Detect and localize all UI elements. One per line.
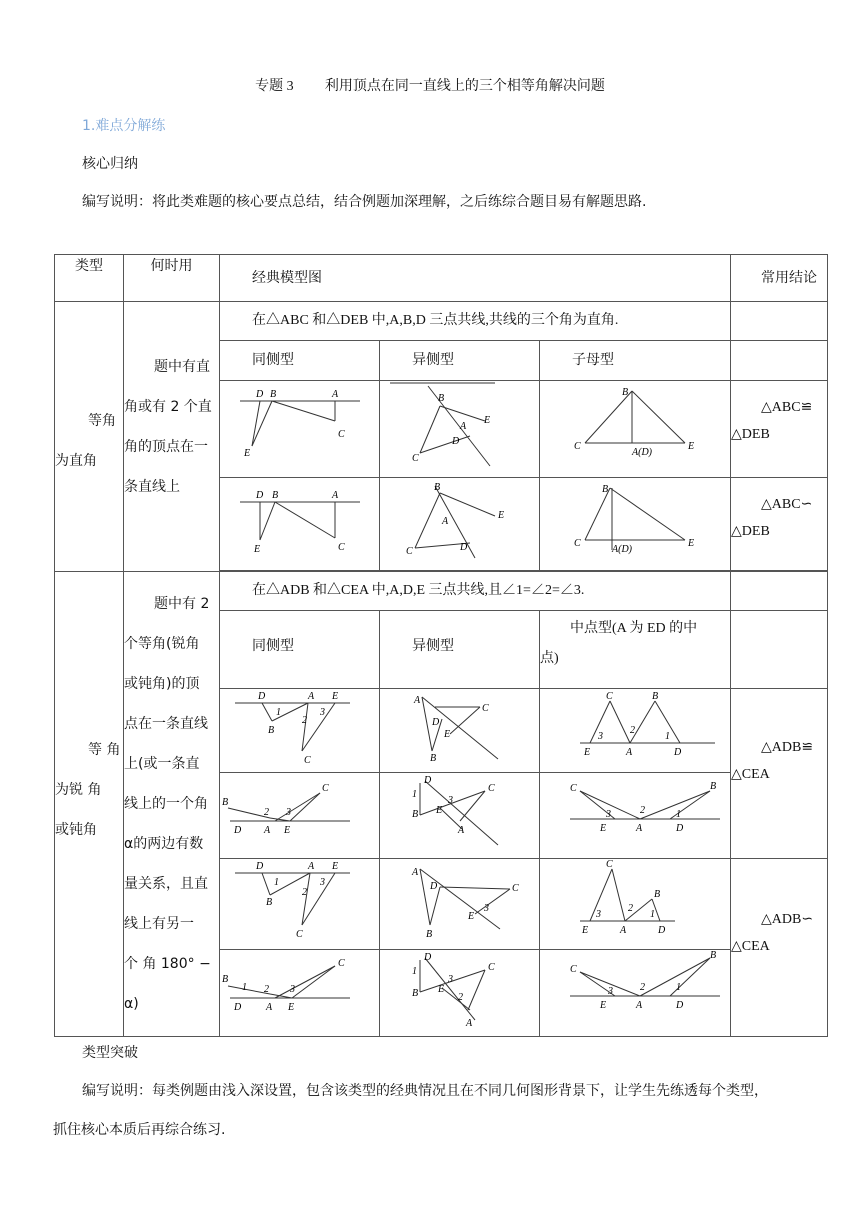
svg-text:E: E xyxy=(600,1000,607,1011)
svg-text:C: C xyxy=(338,429,345,440)
svg-text:1: 1 xyxy=(242,982,247,993)
g2-subtype-midpoint: 中点型(A 为 ED 的中 点) xyxy=(540,611,731,689)
svg-text:B: B xyxy=(222,797,229,808)
svg-text:C: C xyxy=(512,883,519,894)
group1-when: 题中有直 角或有 2 个直 角的顶点在一 条直线上 xyxy=(124,302,220,572)
svg-text:E: E xyxy=(438,984,445,995)
g1-conclusion-similar: △ABC∽ △DEB xyxy=(731,478,828,571)
svg-text:A: A xyxy=(626,747,633,758)
svg-text:B: B xyxy=(434,482,441,493)
svg-text:E: E xyxy=(688,538,695,549)
diagram-g2-midpoint-2 xyxy=(540,773,731,859)
g1-subtype-opposite: 异侧型 xyxy=(380,341,540,381)
svg-text:D: D xyxy=(424,775,432,786)
group2-intro: 在△ADB 和△CEA 中,A,D,E 三点共线,且∠1=∠2=∠3. xyxy=(220,572,731,611)
svg-text:C: C xyxy=(570,964,577,975)
svg-text:2: 2 xyxy=(458,992,463,1003)
svg-text:E: E xyxy=(688,441,695,452)
svg-text:A: A xyxy=(466,1018,473,1029)
svg-text:D: D xyxy=(430,881,438,892)
group2-type: 等 角 为锐 角 或钝角 xyxy=(55,572,124,1037)
svg-text:D: D xyxy=(256,861,264,872)
svg-text:C: C xyxy=(322,783,329,794)
svg-text:D: D xyxy=(258,691,266,702)
svg-text:A: A xyxy=(308,861,315,872)
svg-text:B: B xyxy=(652,691,659,702)
svg-text:D: D xyxy=(256,389,264,400)
svg-text:D: D xyxy=(424,952,432,963)
svg-text:C: C xyxy=(482,703,489,714)
section-heading: 1.难点分解练 xyxy=(82,118,166,134)
svg-text:B: B xyxy=(710,781,717,792)
breakthrough-note-line1: 编写说明：每类例题由浅入深设置，包含该类型的经典情况且在不同几何图形背景下，让学生先练透每个类型， xyxy=(82,1083,768,1099)
svg-text:A: A xyxy=(414,695,421,706)
svg-text:3: 3 xyxy=(448,974,453,985)
page-title: 专题 3 利用顶点在同一直线上的三个相等角解决问题 xyxy=(255,78,605,94)
svg-text:3: 3 xyxy=(596,909,601,920)
svg-text:1: 1 xyxy=(412,789,417,800)
svg-text:3: 3 xyxy=(286,807,291,818)
diagram-g2-opposite-2 xyxy=(380,773,540,859)
diagram-g2-opposite-1 xyxy=(380,689,540,773)
svg-text:E: E xyxy=(332,861,339,872)
g1-subtype-same: 同侧型 xyxy=(220,341,380,381)
svg-text:D: D xyxy=(452,436,460,447)
svg-text:C: C xyxy=(606,859,613,870)
svg-text:2: 2 xyxy=(630,725,635,736)
svg-text:B: B xyxy=(412,809,419,820)
svg-text:E: E xyxy=(444,729,451,740)
svg-text:3: 3 xyxy=(320,877,325,888)
svg-text:1: 1 xyxy=(676,809,681,820)
header-type: 类型 xyxy=(55,255,124,302)
svg-text:D: D xyxy=(674,747,682,758)
svg-text:1: 1 xyxy=(650,909,655,920)
svg-text:B: B xyxy=(438,393,445,404)
diagram-g2-same-1 xyxy=(220,689,380,773)
svg-text:1: 1 xyxy=(412,966,417,977)
svg-text:A: A xyxy=(332,490,339,501)
svg-text:B: B xyxy=(654,889,661,900)
svg-text:B: B xyxy=(266,897,273,908)
svg-text:E: E xyxy=(484,415,491,426)
svg-text:C: C xyxy=(574,538,581,549)
header-model: 经典模型图 xyxy=(220,255,731,302)
svg-text:C: C xyxy=(338,958,345,969)
svg-text:A: A xyxy=(636,1000,643,1011)
svg-text:C: C xyxy=(488,962,495,973)
svg-text:3: 3 xyxy=(606,809,611,820)
svg-text:C: C xyxy=(606,691,613,702)
g2-subtype-opposite: 异侧型 xyxy=(380,611,540,689)
core-note: 编写说明：将此类难题的核心要点总结，结合例题加深理解，之后练综合题目易有解题思路. xyxy=(82,194,647,210)
svg-text:3: 3 xyxy=(448,795,453,806)
svg-text:B: B xyxy=(272,490,279,501)
svg-text:D: D xyxy=(234,1002,242,1013)
svg-text:2: 2 xyxy=(264,807,269,818)
model-table xyxy=(54,254,828,1037)
svg-text:C: C xyxy=(304,755,311,766)
diagram-g1-opposite-1 xyxy=(380,381,540,478)
diagram-g2-opposite-4 xyxy=(380,950,540,1037)
group2-when: 题中有 2 个等角(锐角 或钝角)的顶 点在一条直线 上(或一条直 线上的一个角 α的两边有数 量关系，且直 线上有另一 个 角 180° − α) xyxy=(124,572,220,1037)
svg-text:A: A xyxy=(332,389,339,400)
svg-text:C: C xyxy=(338,542,345,553)
svg-text:B: B xyxy=(710,950,717,961)
diagram-g1-mother-1 xyxy=(540,381,731,478)
svg-text:C: C xyxy=(412,453,419,464)
g2-conclusion-congruent: △ADB≌ △CEA xyxy=(731,689,828,859)
svg-text:B: B xyxy=(222,974,229,985)
svg-text:A(D): A(D) xyxy=(612,544,632,555)
core-label: 核心归纳 xyxy=(82,156,138,172)
header-conclusion: 常用结论 xyxy=(731,255,828,302)
diagram-g1-same-2 xyxy=(220,478,380,571)
svg-text:2: 2 xyxy=(628,903,633,914)
svg-text:D: D xyxy=(676,1000,684,1011)
svg-text:C: C xyxy=(488,783,495,794)
svg-text:E: E xyxy=(254,544,261,555)
diagram-g2-midpoint-1 xyxy=(540,689,731,773)
svg-text:D: D xyxy=(432,717,440,728)
svg-text:B: B xyxy=(426,929,433,940)
svg-text:1: 1 xyxy=(665,731,670,742)
diagram-g2-midpoint-4 xyxy=(540,950,731,1037)
svg-text:E: E xyxy=(584,747,591,758)
svg-text:E: E xyxy=(600,823,607,834)
svg-text:E: E xyxy=(498,510,505,521)
svg-text:D: D xyxy=(676,823,684,834)
svg-text:E: E xyxy=(468,911,475,922)
breakthrough-label: 类型突破 xyxy=(82,1045,138,1061)
diagram-g2-same-2 xyxy=(220,773,380,859)
diagram-g2-midpoint-3 xyxy=(540,859,731,950)
diagram-g2-same-3 xyxy=(220,859,380,950)
svg-text:B: B xyxy=(412,988,419,999)
svg-text:A: A xyxy=(636,823,643,834)
header-when: 何时用 xyxy=(124,255,220,302)
svg-text:C: C xyxy=(296,929,303,940)
svg-text:E: E xyxy=(582,925,589,936)
breakthrough-note-line2: 抓住核心本质后再综合练习. xyxy=(53,1122,226,1138)
svg-text:C: C xyxy=(574,441,581,452)
group1-type: 等角 为直角 xyxy=(55,302,124,572)
g1-subtype-mother: 子母型 xyxy=(540,341,731,381)
svg-text:B: B xyxy=(622,387,629,398)
svg-text:E: E xyxy=(332,691,339,702)
svg-text:2: 2 xyxy=(302,715,307,726)
svg-text:D: D xyxy=(256,490,264,501)
svg-text:B: B xyxy=(268,725,275,736)
svg-text:A: A xyxy=(620,925,627,936)
diagram-g1-mother-2 xyxy=(540,478,731,571)
g1-conclusion-congruent: △ABC≌ △DEB xyxy=(731,381,828,478)
svg-text:B: B xyxy=(430,753,437,764)
svg-text:A: A xyxy=(442,516,449,527)
svg-text:2: 2 xyxy=(302,887,307,898)
svg-text:3: 3 xyxy=(608,986,613,997)
svg-text:A: A xyxy=(460,421,467,432)
svg-text:D: D xyxy=(658,925,666,936)
svg-text:1: 1 xyxy=(276,707,281,718)
svg-text:A: A xyxy=(266,1002,273,1013)
svg-text:E: E xyxy=(284,825,291,836)
svg-text:A: A xyxy=(308,691,315,702)
svg-text:1: 1 xyxy=(676,982,681,993)
svg-text:D: D xyxy=(460,542,468,553)
g2-conclusion-similar: △ADB∽ △CEA xyxy=(731,859,828,1037)
svg-text:3: 3 xyxy=(320,707,325,718)
svg-text:3: 3 xyxy=(484,903,489,914)
diagram-g1-opposite-2 xyxy=(380,478,540,571)
svg-text:3: 3 xyxy=(598,731,603,742)
diagram-g2-same-4 xyxy=(220,950,380,1037)
svg-text:E: E xyxy=(244,448,251,459)
svg-text:C: C xyxy=(406,546,413,557)
diagram-g2-opposite-3 xyxy=(380,859,540,950)
diagram-g1-same-1 xyxy=(220,381,380,478)
svg-text:3: 3 xyxy=(290,984,295,995)
svg-text:D: D xyxy=(234,825,242,836)
svg-text:E: E xyxy=(288,1002,295,1013)
svg-text:A: A xyxy=(412,867,419,878)
group1-intro: 在△ABC 和△DEB 中,A,B,D 三点共线,共线的三个角为直角. xyxy=(220,302,731,341)
svg-text:B: B xyxy=(270,389,277,400)
svg-text:2: 2 xyxy=(640,805,645,816)
g2-subtype-same: 同侧型 xyxy=(220,611,380,689)
svg-text:1: 1 xyxy=(274,877,279,888)
svg-text:2: 2 xyxy=(264,984,269,995)
svg-text:E: E xyxy=(436,805,443,816)
svg-text:C: C xyxy=(570,783,577,794)
svg-text:B: B xyxy=(602,484,609,495)
svg-text:A(D): A(D) xyxy=(632,447,652,458)
svg-text:2: 2 xyxy=(640,982,645,993)
svg-text:A: A xyxy=(264,825,271,836)
svg-text:A: A xyxy=(458,825,465,836)
